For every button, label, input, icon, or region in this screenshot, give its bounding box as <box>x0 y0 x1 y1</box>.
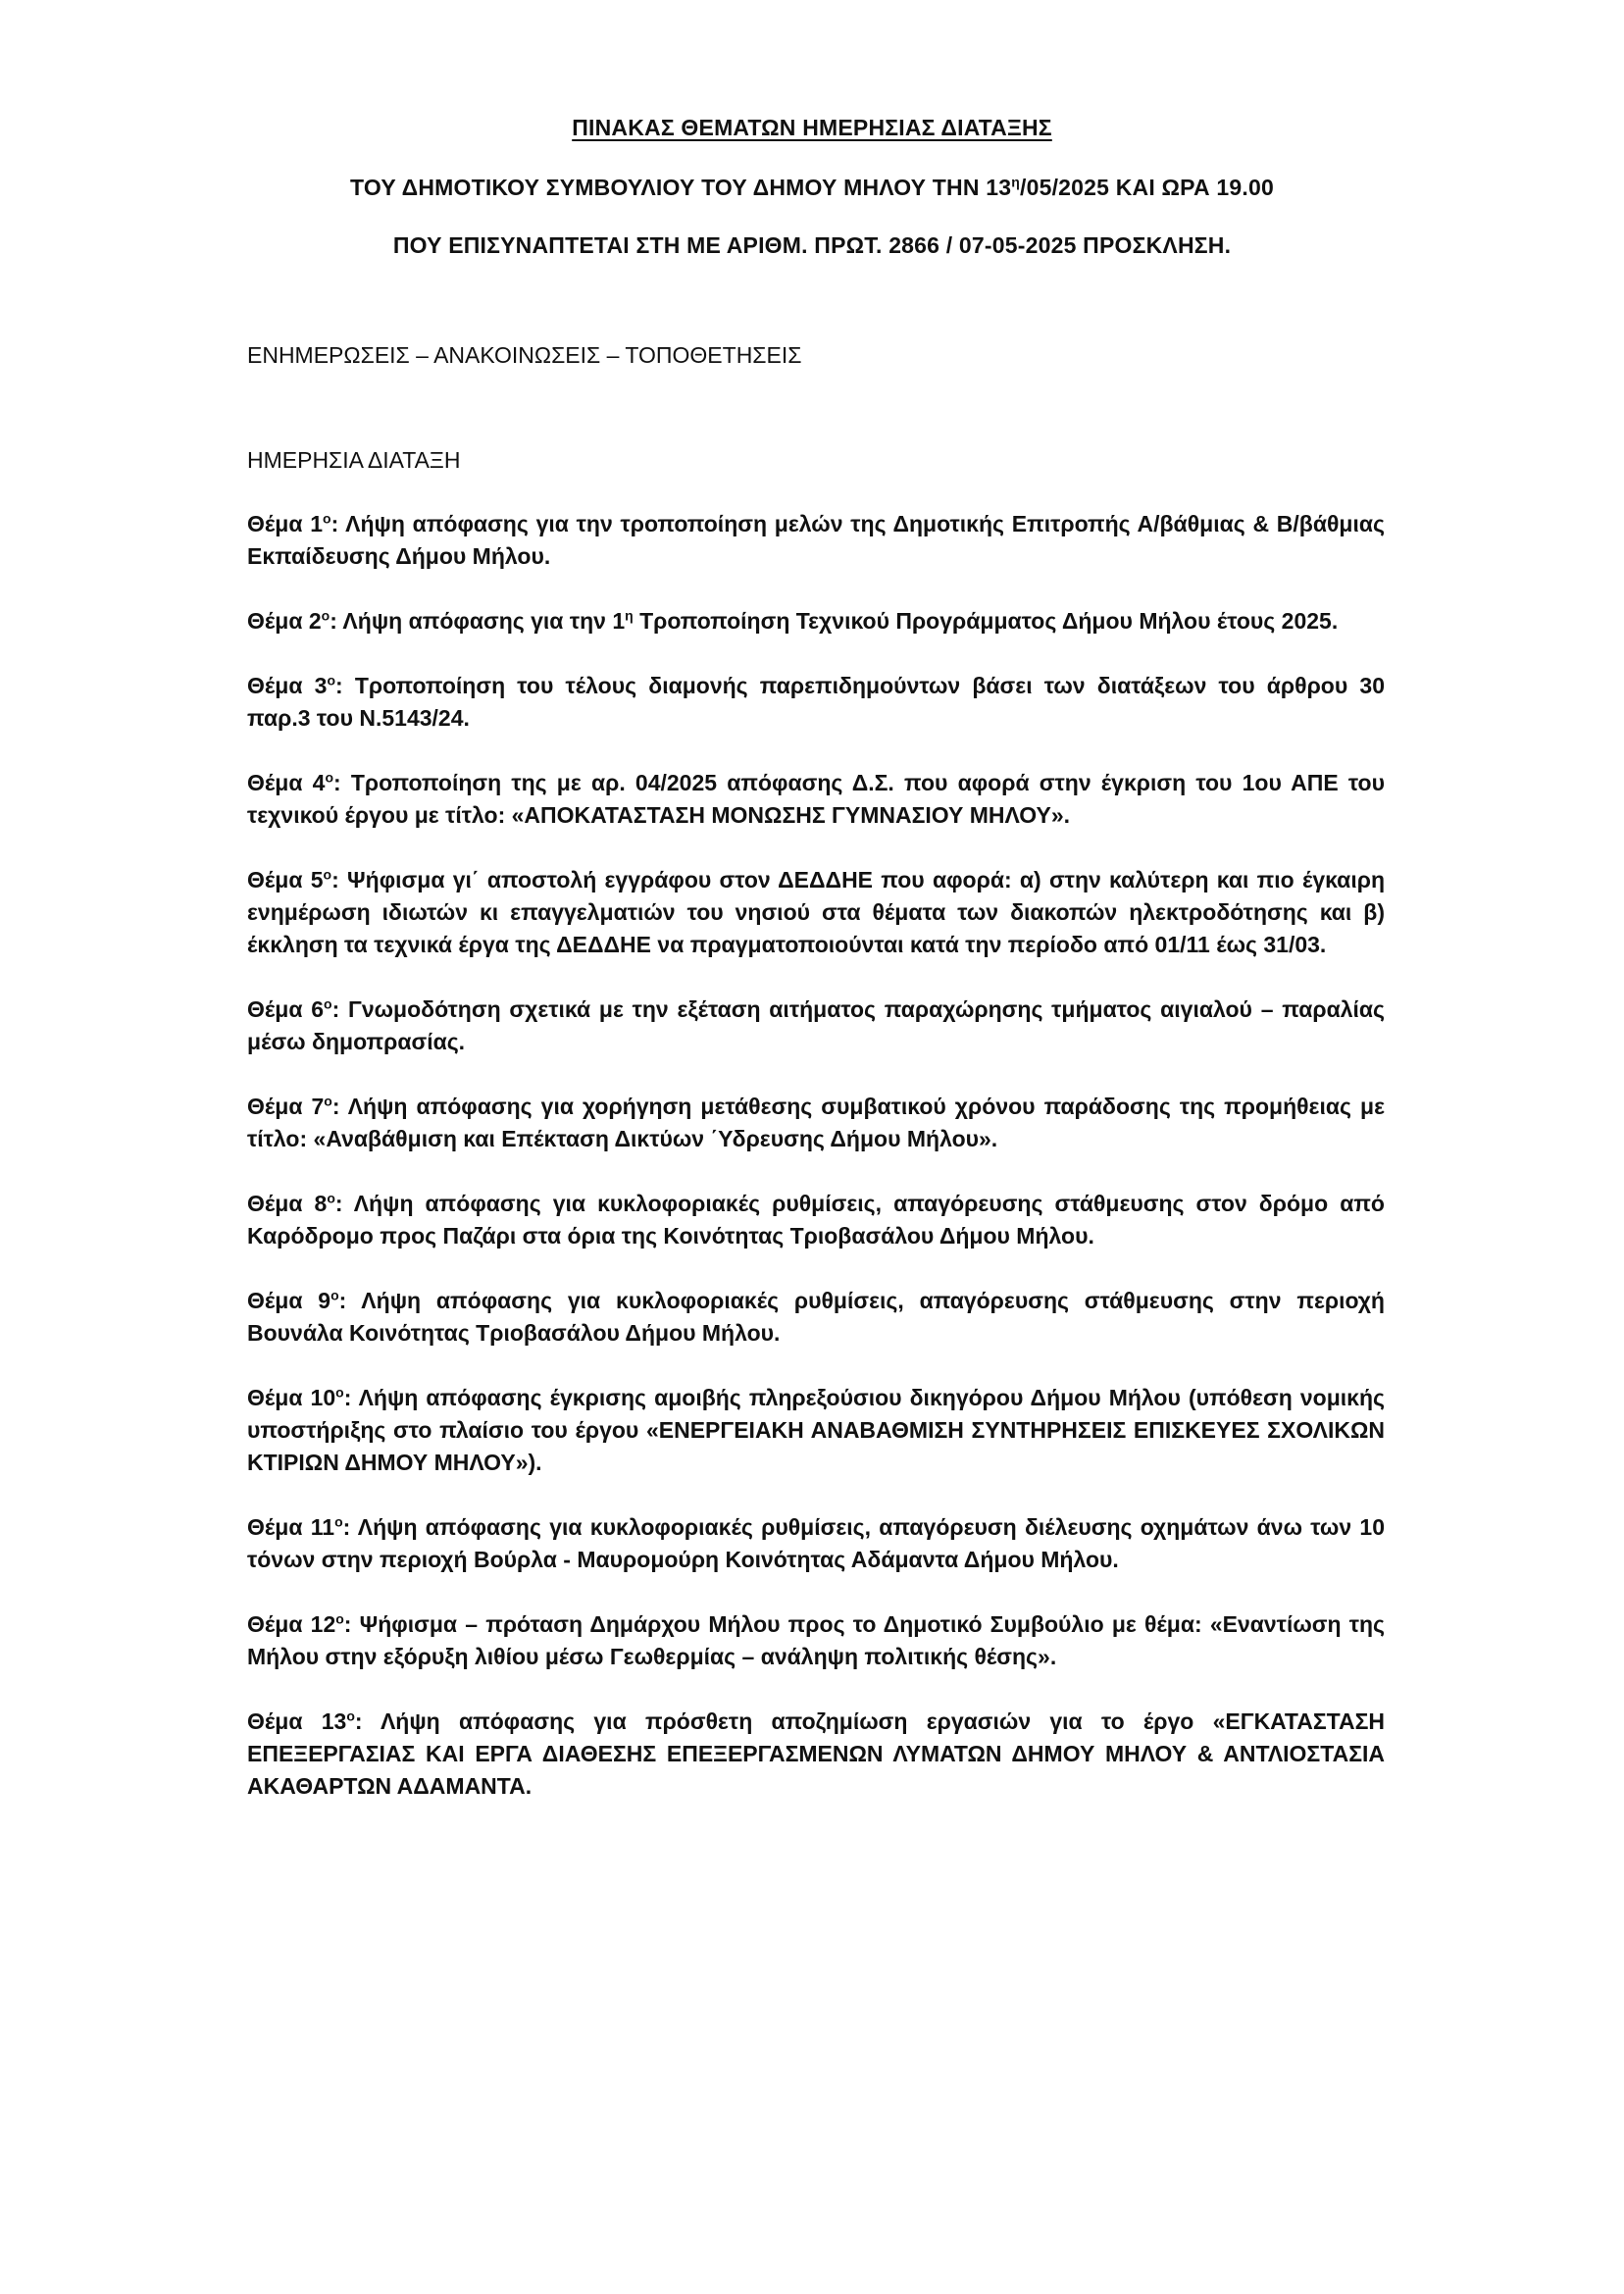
meeting-line <box>0 175 1624 201</box>
topic-label: Θέμα 13 <box>247 1708 347 1734</box>
topic-label: Θέμα 2 <box>247 608 322 634</box>
topic-9 <box>247 1285 1385 1350</box>
topic-text: : Γνωμοδότηση σχετικά με την εξέταση αιτήματος παραχώρησης τμήματος αιγιαλού – παραλίας μέσω δημοπρασίας. <box>247 996 1385 1054</box>
topic-sup: ο <box>335 1384 344 1401</box>
topic-text: : Λήψη απόφασης για πρόσθετη αποζημίωση εργασιών για το έργο «ΕΓΚΑΤΑΣΤΑΣΗ ΕΠΕΞΕΡΓΑΣΙΑΣ ΚΑΙ ΕΡΓΑ ΔΙΑΘΕΣΗΣ ΕΠΕΞΕΡΓΑΣΜΕΝΩΝ ΛΥΜΑΤΩΝ ΔΗΜΟΥ ΜΗΛΟΥ & ΑΝΤΛΙΟΣΤΑΣΙΑ ΑΚΑΘΑΡΤΩΝ ΑΔΑΜΑΝΤΑ. <box>247 1708 1385 1799</box>
topic-12 <box>247 1608 1385 1673</box>
topic-text-a: : Λήψη απόφασης για την 1 <box>330 608 626 634</box>
topic-text: : Λήψη απόφασης για κυκλοφοριακές ρυθμίσεις, απαγόρευση διέλευσης οχημάτων άνω των 10 τόνων στην περιοχή Βούρλα - Μαυρομούρη Κοινότητας Αδάμαντα Δήμου Μήλου. <box>247 1514 1385 1572</box>
agenda-topics <box>247 508 1385 1835</box>
topic-2 <box>247 605 1385 637</box>
topic-label: Θέμα 9 <box>247 1288 331 1313</box>
topic-label: Θέμα 5 <box>247 867 324 892</box>
topic-sup: ο <box>327 1190 335 1206</box>
topic-sup: ο <box>323 866 332 883</box>
topic-text: : Λήψη απόφασης για κυκλοφοριακές ρυθμίσεις, απαγόρευσης στάθμευσης στον δρόμο από Καρόδρομο προς Παζάρι στα όρια της Κοινότητας Τριοβασάλου Δήμου Μήλου. <box>247 1191 1385 1249</box>
topic-inner-sup: η <box>625 607 634 624</box>
topic-5 <box>247 864 1385 961</box>
topic-11 <box>247 1511 1385 1576</box>
topic-7 <box>247 1091 1385 1155</box>
topic-sup: ο <box>330 1287 339 1303</box>
meeting-line-sup: η <box>1011 174 1021 190</box>
topic-text: : Λήψη απόφασης για κυκλοφοριακές ρυθμίσεις, απαγόρευσης στάθμευσης στην περιοχή Βουνάλα Κοινότητας Τριοβασάλου Δήμου Μήλου. <box>247 1288 1385 1346</box>
topic-sup: ο <box>321 607 330 624</box>
topic-10 <box>247 1382 1385 1479</box>
topic-sup: ο <box>325 769 334 786</box>
topic-text: : Λήψη απόφασης για χορήγηση μετάθεσης συμβατικού χρόνου παράδοσης της προμήθειας με τίτλο: «Αναβάθμιση και Επέκταση Δικτύων ΄Υδρευσης Δήμου Μήλου». <box>247 1094 1385 1151</box>
topic-8 <box>247 1188 1385 1252</box>
topic-3 <box>247 670 1385 735</box>
topic-text: : Ψήφισμα γι΄ αποστολή εγγράφου στον ΔΕΔΔΗΕ που αφορά: α) στην καλύτερη και πιο έγκαιρη ενημέρωση ιδιωτών κι επαγγελματιών του νησιού στα θέματα των διακοπών ηλεκτροδότησης και β) έκκληση τα τεχνικά έργα της ΔΕΔΔΗΕ να πραγματοποιούνται κατά την περίοδο από 01/11 έως 31/03. <box>247 867 1385 957</box>
topic-label: Θέμα 12 <box>247 1611 336 1637</box>
topic-label: Θέμα 6 <box>247 996 325 1022</box>
topic-label: Θέμα 4 <box>247 770 326 795</box>
topic-text: : Ψήφισμα – πρόταση Δημάρχου Μήλου προς το Δημοτικό Συμβούλιο με θέμα: «Εναντίωση της Μήλου στην εξόρυξη λιθίου μέσω Γεωθερμίας – ανάληψη πολιτικής θέσης». <box>247 1611 1385 1669</box>
agenda-heading: ΗΜΕΡΗΣΙΑ ΔΙΑΤΑΞΗ <box>247 447 461 473</box>
document-title: ΠΙΝΑΚΑΣ ΘΕΜΑΤΩΝ ΗΜΕΡΗΣΙΑΣ ΔΙΑΤΑΞΗΣ <box>572 115 1052 140</box>
topic-sup: ο <box>323 510 331 527</box>
topic-sup: ο <box>335 1610 344 1627</box>
topic-text: : Τροποποίηση της με αρ. 04/2025 απόφασης Δ.Σ. που αφορά στην έγκριση του 1ου ΑΠΕ του τεχνικού έργου με τίτλο: «ΑΠΟΚΑΤΑΣΤΑΣΗ ΜΟΝΩΣΗΣ ΓΥΜΝΑΣΙΟΥ ΜΗΛΟΥ». <box>247 770 1385 828</box>
topic-13 <box>247 1706 1385 1803</box>
topic-label: Θέμα 7 <box>247 1094 325 1119</box>
topic-text: : Λήψη απόφασης έγκρισης αμοιβής πληρεξούσιου δικηγόρου Δήμου Μήλου (υπόθεση νομικής υποστήριξης στο πλαίσιο του έργου «ΕΝΕΡΓΕΙΑΚΗ ΑΝΑΒΑΘΜΙΣΗ ΣΥΝΤΗΡΗΣΕΙΣ ΕΠΙΣΚΕΥΕΣ ΣΧΟΛΙΚΩΝ ΚΤΙΡΙΩΝ ΔΗΜΟΥ ΜΗΛΟΥ»). <box>247 1385 1385 1475</box>
topic-4 <box>247 767 1385 832</box>
topic-sup: ο <box>324 995 332 1012</box>
topic-1 <box>247 508 1385 573</box>
announcements-heading: ΕΝΗΜΕΡΩΣΕΙΣ – ΑΝΑΚΟΙΝΩΣΕΙΣ – ΤΟΠΟΘΕΤΗΣΕΙΣ <box>247 342 802 368</box>
topic-label: Θέμα 1 <box>247 511 324 536</box>
topic-sup: ο <box>346 1708 355 1724</box>
topic-label: Θέμα 10 <box>247 1385 336 1410</box>
topic-sup: ο <box>324 1093 332 1109</box>
topic-label: Θέμα 8 <box>247 1191 328 1216</box>
topic-text: : Τροποποίηση του τέλους διαμονής παρεπιδημούντων βάσει των διατάξεων του άρθρου 30 παρ.3 του Ν.5143/24. <box>247 673 1385 731</box>
meeting-line-text-b: /05/2025 ΚΑΙ ΩΡΑ 19.00 <box>1020 175 1274 200</box>
topic-sup: ο <box>334 1513 343 1530</box>
topic-text: : Λήψη απόφασης για την τροποποίηση μελών της Δημοτικής Επιτροπής Α/βάθμιας & Β/βάθμιας Εκπαίδευσης Δήμου Μήλου. <box>247 511 1385 569</box>
meeting-line-text-a: ΤΟΥ ΔΗΜΟΤΙΚΟΥ ΣΥΜΒΟΥΛΙΟΥ ΤΟΥ ΔΗΜΟΥ ΜΗΛΟΥ ΤΗΝ 13 <box>350 175 1012 200</box>
topic-text-b: Τροποποίηση Τεχνικού Προγράμματος Δήμου Μήλου έτους 2025. <box>633 608 1339 634</box>
invitation-line: ΠΟΥ ΕΠΙΣΥΝΑΠΤΕΤΑΙ ΣΤΗ ΜΕ ΑΡΙΘΜ. ΠΡΩΤ. 2866 / 07-05-2025 ΠΡΟΣΚΛΗΣΗ. <box>392 232 1232 258</box>
topic-label: Θέμα 3 <box>247 673 328 698</box>
topic-label: Θέμα 11 <box>247 1514 335 1540</box>
topic-6 <box>247 994 1385 1058</box>
topic-sup: ο <box>327 672 335 688</box>
